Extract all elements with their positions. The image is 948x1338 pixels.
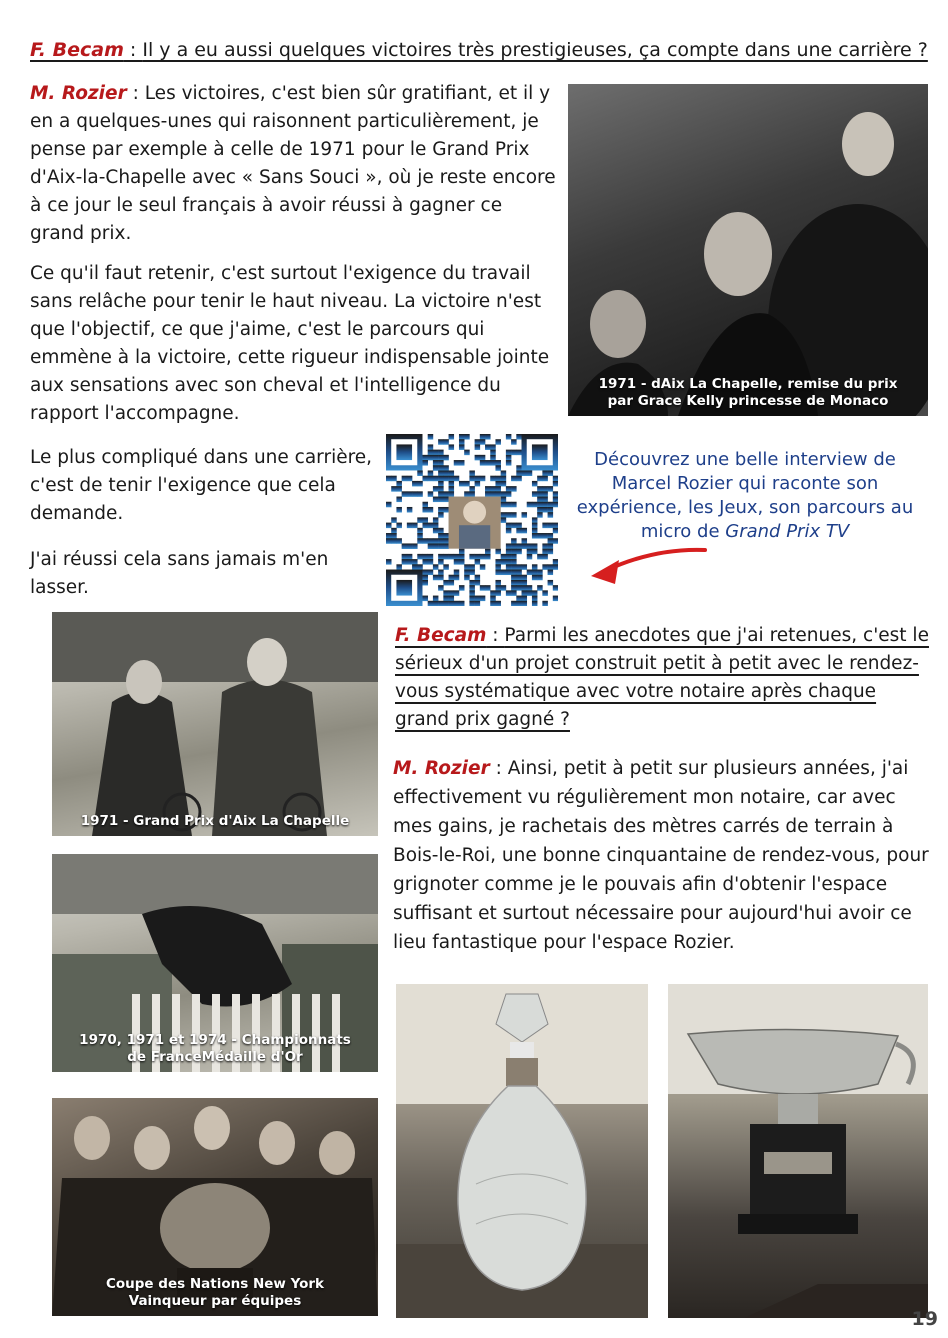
caption-line-2: par Grace Kelly princesse de Monaco (607, 393, 889, 409)
caption-line-2: de FranceMédaille d'Or (127, 1049, 303, 1065)
separator: : (123, 39, 143, 61)
red-arrow-icon (585, 540, 715, 590)
answer-rozier-p4: J'ai réussi cela sans jamais m'en lasser. (30, 549, 329, 598)
photo-crystal-carafe (396, 984, 648, 1318)
answer-text: Ainsi, petit à petit sur plusieurs années, j'ai effectivement vu régulièrement mon notaire, car avec mes gains, je rachetais des mètres carrés de terrain à Bois-le-Roi, une bonne cinquantaine de rendez-vous, pour grignoter comme je le pouvais afin d'obtenir l'espace suffisant et surtout nécessaire pour aujourd'hui avoir ce lieu fantastique pour l'espace Rozier. (393, 758, 929, 953)
caption-line-1: 1971 - dAix La Chapelle, remise du prix (598, 376, 898, 392)
answer-rozier-p1 (30, 80, 560, 248)
question-text: Il y a eu aussi quelques victoires très prestigieuses, ça compte dans une carrière ? (142, 39, 928, 61)
caption-line-1: 1970, 1971 et 1974 - Championnats (79, 1032, 351, 1048)
photo-silhouettes (568, 84, 928, 416)
speaker-becam: F. Becam (395, 625, 487, 646)
qr-code-icon[interactable] (386, 434, 558, 606)
photo-coupe-des-nations (52, 1098, 378, 1316)
page-number: 19 (911, 1308, 938, 1330)
photo-silhouettes (52, 612, 378, 836)
caption-aix: 1971 - Grand Prix d'Aix La Chapelle (80, 813, 350, 829)
caption-line-2: Vainqueur par équipes (128, 1293, 302, 1309)
separator: : (489, 758, 508, 779)
question-becam-1 (30, 36, 928, 64)
speaker-rozier: M. Rozier (393, 758, 490, 779)
caption-championnats (52, 1032, 378, 1066)
speaker-becam: F. Becam (30, 39, 124, 61)
photo-silver-trophy (668, 984, 928, 1318)
caption-grace-kelly (568, 376, 928, 410)
question-becam-2 (395, 622, 930, 734)
qr-center-portrait (449, 497, 501, 549)
photo-aix-la-chapelle (52, 612, 378, 836)
separator: : (126, 83, 145, 104)
answer-text: Les victoires, c'est bien sûr gratifiant, et il y en a quelques-unes qui raisonnent particulièrement, je pense par exemple à celle de 1971 pour le Grand Prix d'Aix-la-Chapelle avec « Sans Souci », où je reste encore à ce jour le seul français à avoir réussi à gagner ce grand prix. (30, 83, 556, 244)
caption-coupe-nations (52, 1276, 378, 1310)
caption-line-1: Coupe des Nations New York (105, 1276, 325, 1292)
answer-rozier-2 (393, 754, 933, 957)
speaker-rozier: M. Rozier (30, 83, 127, 104)
separator: : (486, 625, 505, 646)
photo-grace-kelly-prize (568, 84, 928, 416)
answer-rozier-p3: Le plus compliqué dans une carrière, c'est de tenir l'exigence que cela demande. (30, 447, 373, 524)
question-text: Parmi les anecdotes que j'ai retenues, c'est le sérieux d'un projet construit petit à petit avec le rendez-vous systématique avec votre notaire après chaque grand prix gagné ? (395, 625, 929, 730)
trophy-icon (668, 984, 928, 1318)
promo-line: Découvrez une belle interview de Marcel Rozier qui raconte son expérience, les Jeux, son parcours au micro de (576, 449, 914, 542)
carafe-icon (396, 984, 648, 1318)
promo-interview-text (562, 448, 928, 544)
photo-championnats-france (52, 854, 378, 1072)
promo-brand: Grand Prix TV (725, 521, 850, 542)
answer-rozier-p2: Ce qu'il faut retenir, c'est surtout l'exigence du travail sans relâche pour tenir le haut niveau. La victoire n'est que l'objectif, ce que j'aime, c'est le parcours qui emmène à la victoire, cette rigueur indispensable jointe aux sensations avec son cheval et l'intelligence du rapport l'accompagne. (30, 263, 550, 424)
